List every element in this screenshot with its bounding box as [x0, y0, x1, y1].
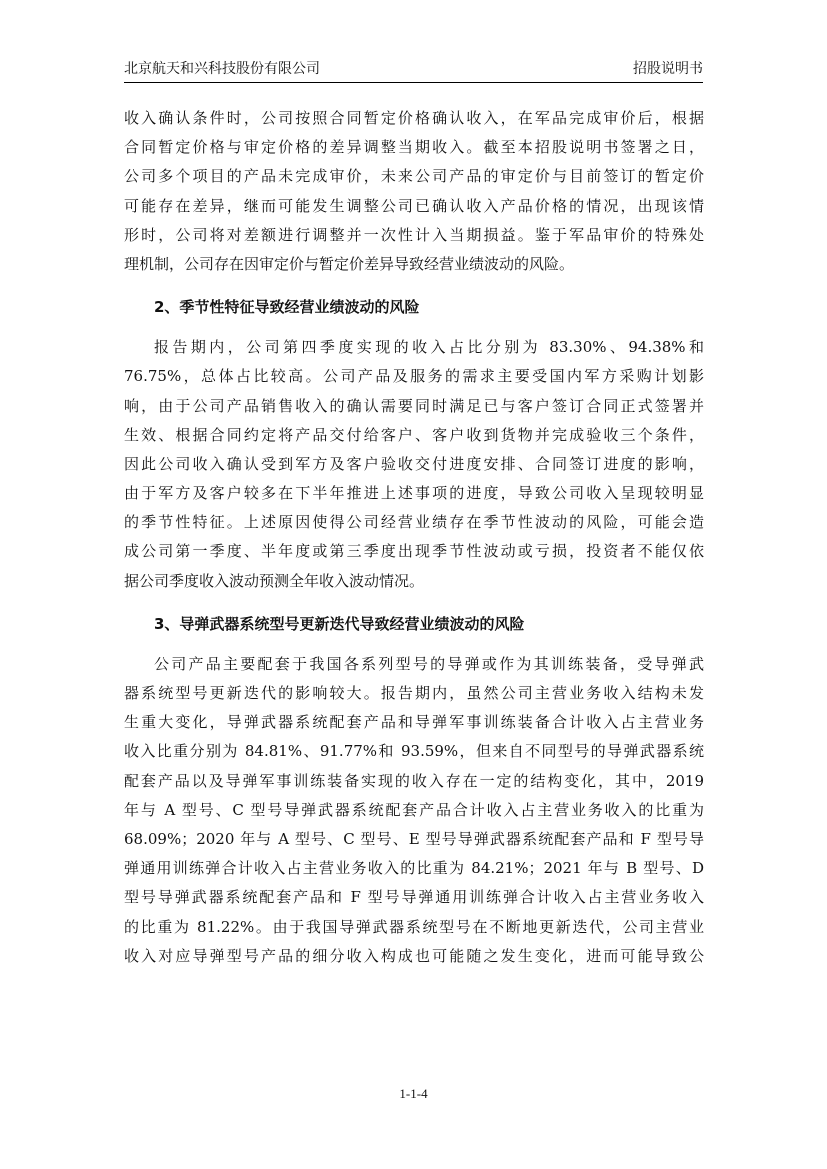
paragraph-pricing-risk: [124, 104, 704, 279]
paragraph-line: 据公司季度收入波动预测全年收入波动情况。: [124, 571, 425, 590]
section-heading-seasonality: 2、季节性特征导致经营业绩波动的风险: [154, 298, 420, 317]
page-header: [124, 58, 703, 83]
paragraph-line: 收入对应导弹型号产品的细分收入构成也可能随之发生变化，进而可能导致公: [124, 946, 704, 965]
paragraph-line: 年与 A 型号、C 型号导弹武器系统配套产品合计收入占主营业务收入的比重为: [124, 800, 704, 819]
header-document-type: 招股说明书: [633, 61, 703, 77]
paragraph-line: 弹通用训练弹合计收入占主营业务收入的比重为 84.21%；2021 年与 B 型号、D: [124, 859, 704, 878]
paragraph-line: 68.09%；2020 年与 A 型号、C 型号、E 型号导弹武器系统配套产品和 F 型号导: [124, 829, 704, 848]
paragraph-line: 收入确认条件时，公司按照合同暂定价格确认收入，在军品完成审价后，根据: [124, 109, 704, 127]
page-number: 1-1-4: [399, 1086, 428, 1101]
paragraph-line: 的季节性特征。上述原因使得公司经营业绩存在季节性波动的风险，可能会造: [124, 513, 704, 532]
paragraph-line: 由于军方及客户较多在下半年推进上述事项的进度，导致公司收入呈现较明显: [124, 484, 704, 503]
paragraph-line: 响，由于公司产品销售收入的确认需要同时满足已与客户签订合同正式签署并: [124, 396, 704, 415]
paragraph-line: 公司多个项目的产品未完成审价，未来公司产品的审定价与目前签订的暂定价: [124, 167, 704, 186]
paragraph-line: 76.75%，总体占比较高。公司产品及服务的需求主要受国内军方采购计划影: [124, 367, 704, 386]
paragraph-line: 可能存在差异，继而可能发生调整公司已确认收入产品价格的情况，出现该情: [124, 196, 704, 215]
paragraph-line: 型号导弹武器系统配套产品和 F 型号导弹通用训练弹合计收入占主营业务收入: [124, 888, 704, 907]
paragraph-line: 理机制，公司存在因审定价与暂定价差异导致经营业绩波动的风险。: [124, 254, 575, 273]
paragraph-line: 合同暂定价格与审定价格的差异调整当期收入。截至本招股说明书签署之日，: [124, 138, 704, 157]
paragraph-seasonality-risk: [124, 333, 704, 596]
paragraph-line: 因此公司收入确认受到军方及客户验收交付进度安排、合同签订进度的影响，: [124, 454, 704, 473]
paragraph-line: 配套产品以及导弹军事训练装备实现的收入存在一定的结构变化，其中，2019: [124, 771, 704, 790]
paragraph-line: 报告期内，公司第四季度实现的收入占比分别为 83.30%、94.38%和: [154, 338, 704, 357]
paragraph-missile-iteration-risk: [124, 650, 704, 971]
paragraph-line: 公司产品主要配套于我国各系列型号的导弹或作为其训练装备，受导弹武: [154, 654, 704, 673]
section-heading-missile-iteration: 3、导弹武器系统型号更新迭代导致经营业绩波动的风险: [154, 614, 525, 633]
document-body: [124, 104, 704, 971]
paragraph-line: 生效、根据合同约定将产品交付给客户、客户收到货物并完成验收三个条件，: [124, 425, 704, 444]
paragraph-line: 收入比重分别为 84.81%、91.77%和 93.59%，但来自不同型号的导弹武器系统: [124, 742, 704, 761]
paragraph-line: 的比重为 81.22%。由于我国导弹武器系统型号在不断地更新迭代，公司主营业: [124, 917, 704, 936]
header-company-name: 北京航天和兴科技股份有限公司: [124, 61, 320, 77]
paragraph-line: 成公司第一季度、半年度或第三季度出现季节性波动或亏损，投资者不能仅依: [124, 542, 704, 561]
paragraph-line: 器系统型号更新迭代的影响较大。报告期内，虽然公司主营业务收入结构未发: [124, 684, 704, 702]
paragraph-line: 生重大变化，导弹武器系统配套产品和导弹军事训练装备合计收入占主营业务: [124, 713, 704, 732]
paragraph-line: 形时，公司将对差额进行调整并一次性计入当期损益。鉴于军品审价的特殊处: [124, 225, 704, 244]
